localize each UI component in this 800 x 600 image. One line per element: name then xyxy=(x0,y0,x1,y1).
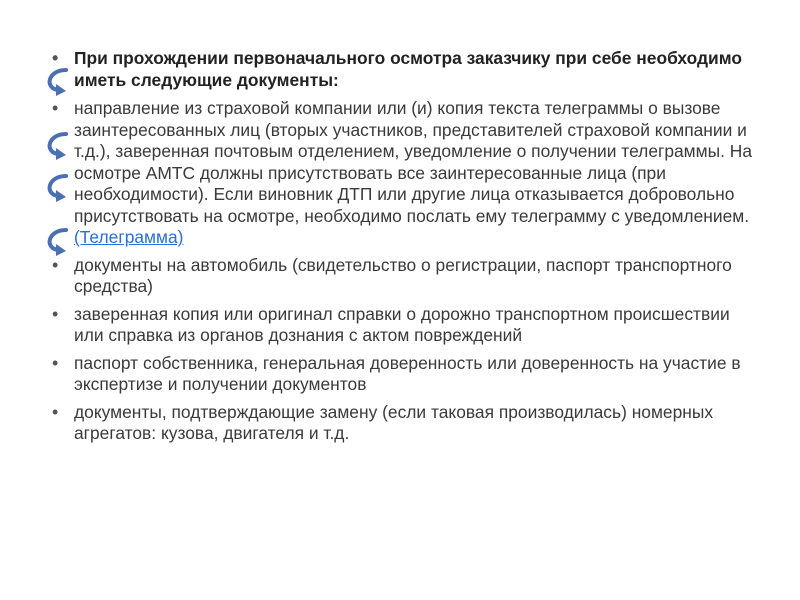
item-text: документы на автомобиль (свидетельство о регистрации, паспорт транспортного средства) xyxy=(74,254,732,296)
list-item xyxy=(52,353,752,396)
bullet-marker: • xyxy=(52,254,59,275)
telegram-link[interactable]: (Телеграмма) xyxy=(74,227,184,247)
list-item xyxy=(52,98,752,249)
document-list xyxy=(52,48,752,451)
item-text: документы, подтверждающие замену (если таковая производилась) номерных агрегатов: кузова, двигателя и т.д. xyxy=(74,401,714,443)
bullet-marker: • xyxy=(52,98,59,118)
list-heading xyxy=(52,48,752,91)
list-item xyxy=(52,255,752,298)
bullet-marker: • xyxy=(52,401,59,422)
bullet-marker: • xyxy=(52,48,59,68)
list-item xyxy=(52,402,752,445)
item-text: паспорт собственника, генеральная доверенность или доверенность на участие в экспертизе и получении документов xyxy=(74,352,741,394)
bullet-marker: • xyxy=(52,303,59,324)
bullet-marker: • xyxy=(52,352,59,373)
heading-text: При прохождении первоначального осмотра заказчику при себе необходимо иметь следующие документы: xyxy=(74,48,742,90)
item-text: заверенная копия или оригинал справки о дорожно транспортном происшествии или справка из органов дознания с актом повреждений xyxy=(74,303,730,345)
item-text: направление из страховой компании или (и) копия текста телеграммы о вызове заинтересованных лиц (вторых участников, представителей страховой компании и т.д.), заверенная почтовым отделением, уведомление о получении телеграммы. На осмотре АМТС должны присутствовать все заинтересованные лица (при необходимости). Если виновник ДТП или другие лица отказывается добровольно присутствовать на осмотре, необходимо послать ему телеграмму с уведомлением. xyxy=(74,98,752,226)
list-item xyxy=(52,304,752,347)
